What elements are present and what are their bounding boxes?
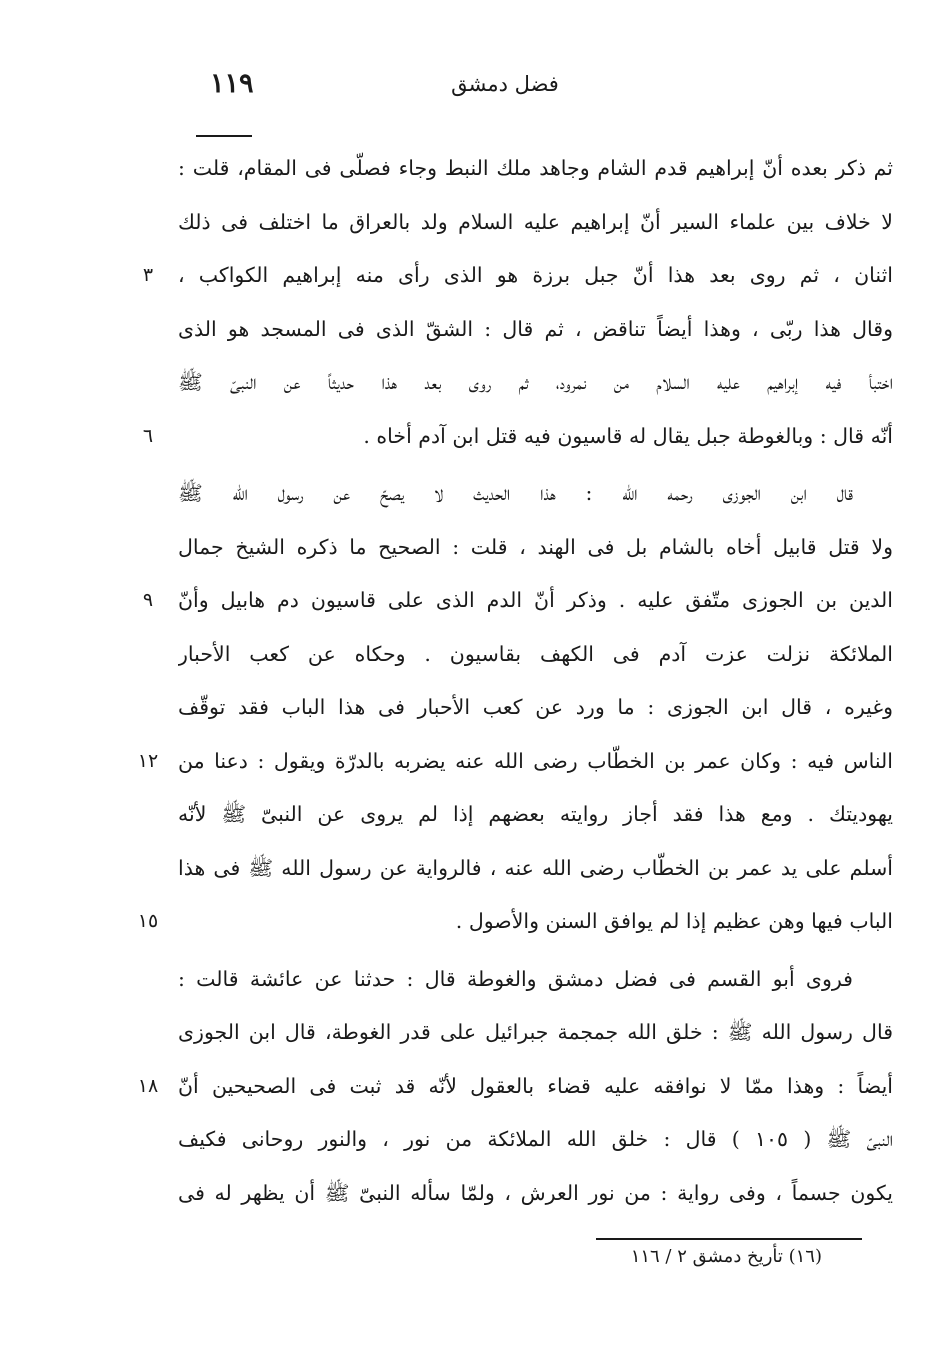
line-number: ٩ [142,589,154,611]
text-line: الباب فيها وهن عظيم إذا لم يوافق السنن والأصول . [455,909,893,933]
footnote-rule [596,1238,862,1240]
text-line: ثم ذكر بعده أنّ إبراهيم قدم الشام وجاهد ملك النبط وجاء فصلّى فى المقام، قلت : [178,156,893,180]
text-line: النبىّ ﷺ ( ١٠٥ ) قال : خلق الله الملائكة من نور ، والنور روحانى فكيف [178,1127,893,1151]
line-number: ١٥ [137,910,159,932]
text-line: يهوديتك . ومع هذا فقد أجاز روايته بعضهم إذا لم يروى عن النبىّ ﷺ لأنّه [178,802,893,826]
line-number: ١٨ [137,1074,159,1097]
text-line: أيضاً : وهذا ممّا لا نوافقه عليه قضاء بالعقول لأنّه قد ثبت فى الصحيحين أنّ [178,1073,893,1098]
line-number: ٣ [142,264,154,286]
text-line: اختبأ فيه إبراهيم عليه السلام من نمرود، ثم روى بعد هذا حديثاً عن النبىّ ﷺ [178,370,893,394]
text-line: فروى أبو القسم فى فضل دمشق والغوطة قال : حدثنا عن عائشة قالت : [178,966,853,991]
running-header-title: فضل دمشق [451,72,559,96]
text-line: يكون جسماً ، وفى رواية : من نور العرش ، ولمّا سأله النبىّ ﷺ أن يظهر له فى [178,1180,893,1205]
text-line: اثنان ، ثم روى بعد هذا أنّ جبل برزة هو الذى رأى منه إبراهيم الكواكب ، [178,263,893,287]
footnote: (١٦) تأريخ دمشق ٢ / ١١٦ [630,1246,822,1267]
text-line: وقال هذا ربّى ، وهذا أيضاً تناقض ، ثم قال : الشقّ الذى فى المسجد هو الذى [178,316,893,341]
page-number: ١١٩ [210,68,254,99]
text-line: الناس فيه : وكان عمر بن الخطّاب رضى الله عنه يضربه بالدرّة ويقول : دعنا من [178,748,893,773]
text-line: وغيره ، قال ابن الجوزى : ما ورد عن كعب الأحبار فى هذا الباب فقد توقّف [178,695,893,719]
text-line: لا خلاف بين علماء السير أنّ إبراهيم عليه السلام ولد بالعراق ما اختلف فى ذلك [178,209,893,234]
text-line: قال ابن الجوزى رحمه الله : هذا الحديث لا يصحّ عن رسول الله ﷺ [178,481,853,505]
line-number: ٦ [142,424,154,447]
line-number: ١٢ [137,749,159,772]
text-line: الملائكة نزلت عزت آدم فى الكهف بقاسيون . وحكاه عن كعب الأحبار [178,641,893,666]
text-line: أسلم على يد عمر بن الخطّاب رضى الله عنه ، فالرواية عن رسول الله ﷺ فى هذا [178,855,893,880]
header-rule [196,135,252,137]
text-line: ولا قتل قابيل أخاه بالشام بل فى الهند ، قلت : الصحيح ما ذكره الشيخ جمال [178,534,893,559]
text-line: أنّه قال : وبالغوطة جبل يقال له قاسيون فيه قتل ابن آدم أخاه . [363,423,893,448]
text-line: قال رسول الله ﷺ : خلق الله جمجمة جبرائيل على قدر الغوطة، قال ابن الجوزى [178,1020,893,1044]
text-line: الدين بن الجوزى متّفق عليه . وذكر أنّ الدم الذى على قاسيون دم هابيل وأنّ [178,588,893,612]
body-text [178,142,893,1220]
